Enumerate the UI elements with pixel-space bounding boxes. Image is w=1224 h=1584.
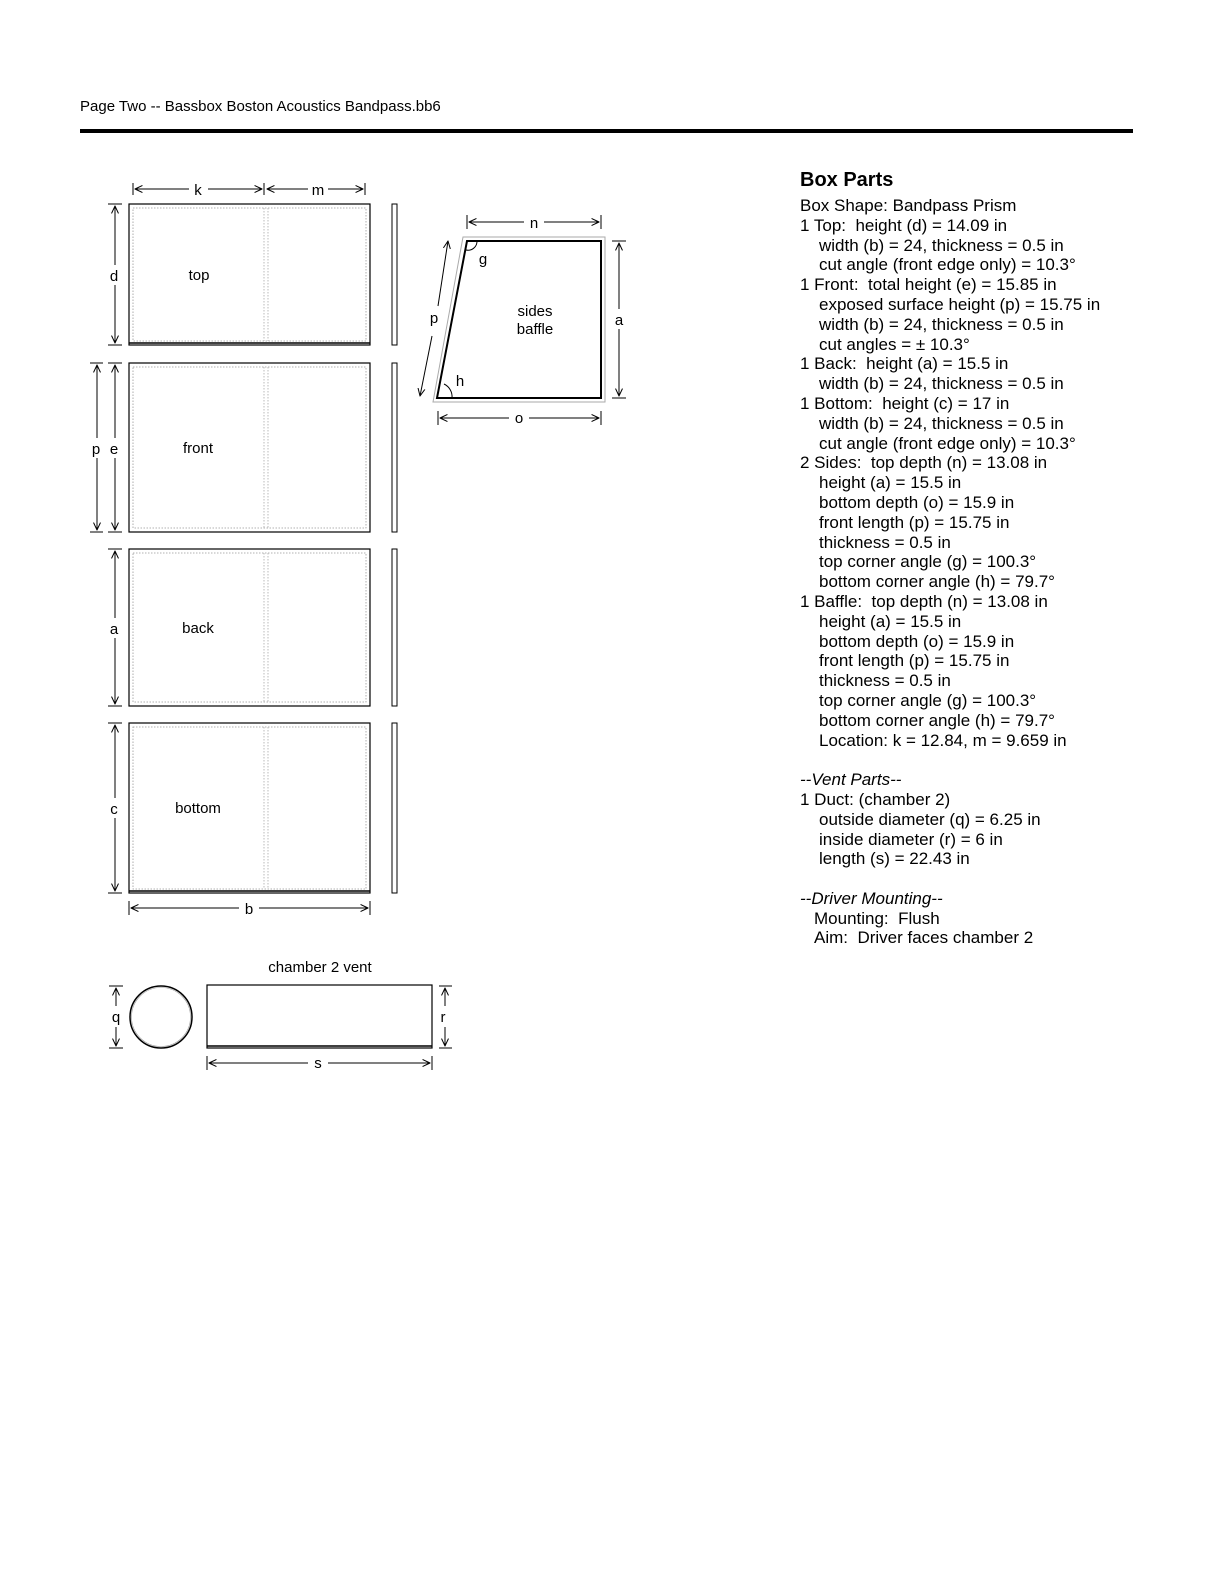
- label-q: q: [111, 1009, 121, 1026]
- dim-a-back: [108, 549, 122, 706]
- label-front: front: [182, 440, 214, 457]
- label-k: k: [194, 182, 202, 199]
- parts-line: 1 Front: total height (e) = 15.85 in: [800, 275, 1057, 295]
- parts-line: cut angles = ± 10.3°: [819, 334, 970, 354]
- label-m: m: [311, 182, 325, 199]
- parts-line: bottom depth (o) = 15.9 in: [819, 492, 1015, 512]
- parts-line: height (a) = 15.5 in: [819, 611, 962, 631]
- label-c: c: [110, 801, 118, 818]
- parts-line: bottom corner angle (h) = 79.7°: [819, 710, 1055, 730]
- dim-q: [109, 986, 123, 1048]
- parts-line: 2 Sides: top depth (n) = 13.08 in: [800, 453, 1048, 473]
- driver-mounting-heading: --Driver Mounting--: [800, 888, 943, 908]
- parts-line: bottom depth (o) = 15.9 in: [819, 631, 1015, 651]
- panel-back: [129, 549, 397, 706]
- dim-c: [108, 723, 122, 893]
- driver-line: Aim: Driver faces chamber 2: [814, 928, 1034, 948]
- vent-parts-heading: --Vent Parts--: [800, 770, 902, 790]
- vent-line: length (s) = 22.43 in: [819, 849, 970, 869]
- label-r: r: [440, 1009, 446, 1026]
- label-b: b: [244, 901, 254, 918]
- parts-line: width (b) = 24, thickness = 0.5 in: [819, 314, 1064, 334]
- parts-line: top corner angle (g) = 100.3°: [819, 690, 1037, 710]
- label-p: p: [91, 441, 101, 458]
- dim-s: [207, 1055, 432, 1072]
- vent-line: 1 Duct: (chamber 2): [800, 789, 951, 809]
- label-e: e: [109, 441, 119, 458]
- label-bottom: bottom: [175, 800, 221, 817]
- panel-bottom: [129, 723, 397, 893]
- parts-line: width (b) = 24, thickness = 0.5 in: [819, 235, 1064, 255]
- panel-top: [129, 204, 397, 345]
- parts-line: top corner angle (g) = 100.3°: [819, 552, 1037, 572]
- spacer: [800, 869, 1100, 889]
- parts-line: exposed surface height (p) = 15.75 in: [819, 294, 1101, 314]
- label-a-side: a: [614, 312, 624, 329]
- box-parts-title: Box Parts: [800, 169, 894, 191]
- label-o: o: [514, 410, 524, 427]
- parts-line: thickness = 0.5 in: [819, 532, 951, 552]
- vent-duct-end: [130, 986, 192, 1048]
- vent-duct-side: [207, 985, 432, 1048]
- parts-line: 1 Bottom: height (c) = 17 in: [800, 393, 1010, 413]
- dim-p-side: [420, 241, 448, 396]
- parts-line: Box Shape: Bandpass Prism: [800, 196, 1017, 215]
- parts-line: 1 Top: height (d) = 14.09 in: [800, 215, 1008, 235]
- side-baffle-panel: [433, 237, 605, 402]
- driver-line: Mounting: Flush: [814, 908, 940, 928]
- dim-n: [467, 215, 601, 232]
- label-a: a: [109, 621, 119, 638]
- label-n: n: [529, 215, 539, 232]
- panel-front: [129, 363, 397, 532]
- dim-k: [133, 182, 365, 199]
- label-p-side: p: [429, 310, 439, 327]
- spacer: [800, 750, 1100, 770]
- dim-m: [267, 182, 363, 199]
- page-header: Page Two -- Bassbox Boston Acoustics Bandpass.bb6: [80, 98, 441, 115]
- parts-line: cut angle (front edge only) = 10.3°: [819, 255, 1076, 275]
- dim-e: [108, 363, 122, 532]
- label-g: g: [478, 251, 488, 268]
- parts-line: width (b) = 24, thickness = 0.5 in: [819, 413, 1064, 433]
- parts-line: height (a) = 15.5 in: [819, 473, 962, 493]
- label-d: d: [109, 268, 119, 285]
- parts-line: front length (p) = 15.75 in: [819, 512, 1010, 532]
- dim-o: [438, 410, 601, 427]
- parts-line: 1 Back: height (a) = 15.5 in: [800, 354, 1009, 374]
- parts-line: front length (p) = 15.75 in: [819, 651, 1010, 671]
- dim-a-side: [612, 241, 626, 398]
- parts-line: bottom corner angle (h) = 79.7°: [819, 572, 1055, 592]
- parts-line: width (b) = 24, thickness = 0.5 in: [819, 374, 1064, 394]
- parts-line: Location: k = 12.84, m = 9.659 in: [819, 730, 1067, 750]
- parts-line: thickness = 0.5 in: [819, 671, 951, 691]
- vent-line: inside diameter (r) = 6 in: [819, 829, 1003, 849]
- label-top: top: [188, 267, 210, 284]
- dim-p-front: [90, 363, 103, 532]
- label-back: back: [182, 620, 214, 637]
- parts-line: 1 Baffle: top depth (n) = 13.08 in: [800, 591, 1048, 611]
- dim-d: [108, 204, 122, 345]
- parts-line: cut angle (front edge only) = 10.3°: [819, 433, 1076, 453]
- label-h: h: [455, 373, 465, 390]
- label-s: s: [314, 1055, 322, 1072]
- label-sides: sides: [517, 303, 553, 320]
- dim-b: [129, 901, 370, 918]
- dim-r: [439, 986, 452, 1048]
- vent-line: outside diameter (q) = 6.25 in: [819, 809, 1041, 829]
- box-parts-list: [800, 168, 1100, 948]
- label-baffle: baffle: [516, 321, 554, 338]
- vent-title: chamber 2 vent: [268, 959, 372, 976]
